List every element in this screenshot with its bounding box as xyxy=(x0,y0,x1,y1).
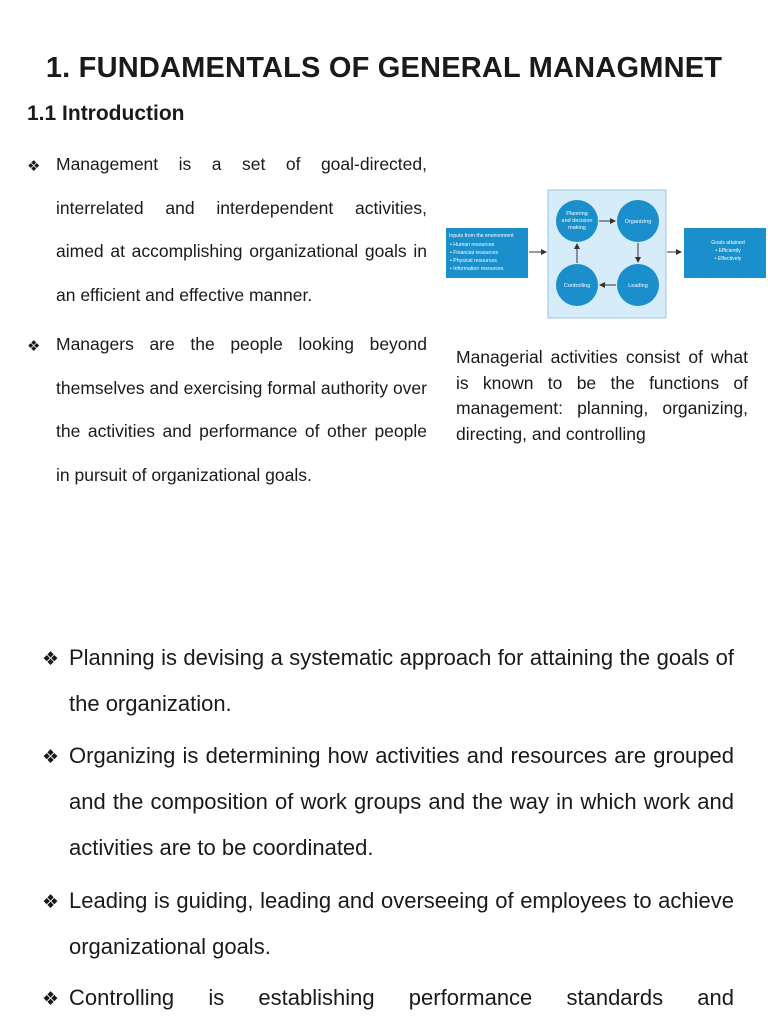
inputs-item: • Physical resources xyxy=(450,258,497,264)
function-bullet-leading xyxy=(42,889,734,970)
intro-bullet-managers xyxy=(27,334,427,497)
diamond-bullet-icon: ❖ xyxy=(42,747,60,768)
function-bullet-organizing xyxy=(42,744,734,871)
planning-label: Planning xyxy=(566,211,588,217)
diamond-bullet-icon: ❖ xyxy=(42,649,60,670)
bullet-text: Controlling is establishing performance standards and xyxy=(69,985,734,1010)
inputs-item: • Financial resources xyxy=(450,250,499,256)
diamond-bullet-icon: ❖ xyxy=(42,892,60,913)
diamond-bullet-icon: ❖ xyxy=(27,338,41,355)
outputs-heading: Goals attained xyxy=(711,240,745,246)
intro-bullet-management xyxy=(27,154,427,317)
bullet-text: Managers are the people looking beyond themselves and exercising formal authority over the activities and performance of other people in pursuit of organizational goals. xyxy=(56,334,427,485)
section-heading: 1.1 Introduction xyxy=(27,102,185,125)
planning-label: and decision xyxy=(561,218,593,224)
outputs-item: • Effectively xyxy=(714,256,742,262)
diamond-bullet-icon: ❖ xyxy=(42,989,60,1010)
function-bullet-controlling xyxy=(42,986,734,1021)
function-bullet-planning xyxy=(42,646,734,727)
outputs-item: • Efficiently xyxy=(715,248,741,254)
diamond-bullet-icon: ❖ xyxy=(27,158,41,175)
bullet-text: Leading is guiding, leading and overseeing of employees to achieve organizational goals. xyxy=(69,888,734,959)
bullet-text: Planning is devising a systematic approach for attaining the goals of the organization. xyxy=(69,645,734,716)
leading-label: Leading xyxy=(628,283,648,289)
organizing-label: Organizing xyxy=(624,219,652,225)
inputs-item: • Information resources xyxy=(450,266,504,272)
diagram-caption: Managerial activities consist of what is known to be the functions of management: planning, organizing, directing, and controlling xyxy=(456,347,748,444)
planning-label: making xyxy=(568,225,586,231)
diagram-svg xyxy=(440,188,768,320)
page-title: 1. FUNDAMENTALS OF GENERAL MANAGMNET xyxy=(45,52,723,84)
management-functions-diagram xyxy=(440,188,768,320)
controlling-label: Controlling xyxy=(563,283,591,289)
bullet-text: Management is a set of goal-directed, interrelated and interdependent activities, aimed at accomplishing organizational goals in an efficient and effective manner. xyxy=(56,154,427,305)
inputs-item: • Human resources xyxy=(450,242,495,248)
bullet-text: Organizing is determining how activities and resources are grouped and the composition of work groups and the way in which work and activities are to be coordinated. xyxy=(69,743,734,860)
inputs-heading: Inputs from the environment xyxy=(449,233,514,239)
